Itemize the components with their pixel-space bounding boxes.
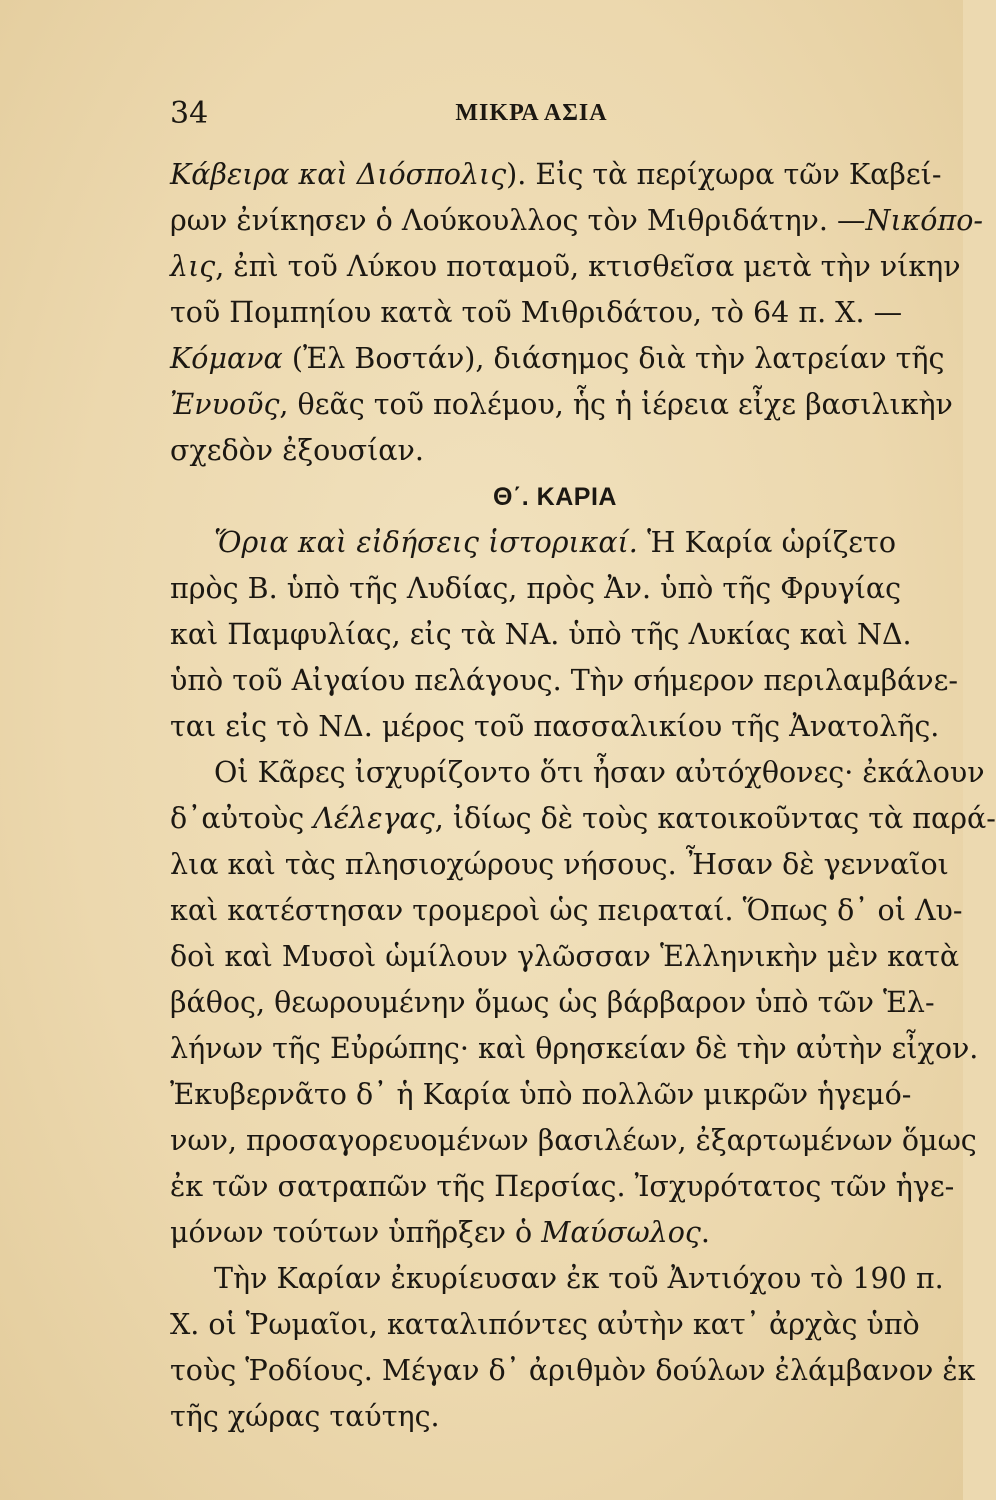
italic-term: Λέλεγας bbox=[313, 802, 435, 835]
text-line: Τὴν Καρίαν ἐκυρίευσαν ἐκ τοῦ Ἀντιόχου τὸ 190 π. bbox=[214, 1262, 944, 1295]
text-line: ὑπὸ τοῦ Αἰγαίου πελάγους. Τὴν σήμερον περιλαμβάνε- bbox=[170, 664, 959, 697]
page-header bbox=[170, 96, 893, 136]
text-line: νων, προσαγορευομένων βασιλέων, ἐξαρτωμένων ὅμως bbox=[170, 1124, 977, 1157]
text-run: δ᾽αὐτοὺς bbox=[170, 802, 314, 835]
text-line: Οἱ Κᾶρες ἰσχυρίζοντο ὅτι ἦσαν αὐτόχθονες· ἐκάλουν bbox=[214, 756, 985, 789]
text-line: Ἐκυβερνᾶτο δ᾽ ἡ Καρία ὑπὸ πολλῶν μικρῶν ἡγεμό- bbox=[170, 1078, 912, 1111]
text-line: λήνων τῆς Εὐρώπης· καὶ θρησκείαν δὲ τὴν αὐτὴν εἶχον. bbox=[170, 1032, 979, 1065]
text-run: . bbox=[700, 1216, 710, 1249]
italic-term: Κόμανα bbox=[170, 342, 283, 375]
text-line: δοὶ καὶ Μυσοὶ ὡμίλουν γλῶσσαν Ἑλληνικὴν μὲν κατὰ bbox=[170, 940, 960, 973]
italic-term: Κάβειρα καὶ Διόσπολις bbox=[170, 158, 507, 191]
text-line: ται εἰς τὸ ΝΔ. μέρος τοῦ πασσαλικίου τῆς Ἀνατολῆς. bbox=[170, 710, 940, 743]
text-line bbox=[170, 796, 996, 842]
text-line: καὶ κατέστησαν τρομεροὶ ὡς πειραταί. Ὅπως δ᾽ οἱ Λυ- bbox=[170, 894, 963, 927]
text-line: λια καὶ τὰς πλησιοχώρους νήσους. Ἦσαν δὲ γενναῖοι bbox=[170, 848, 949, 881]
section-heading: Θ΄. ΚΑΡΙΑ bbox=[493, 483, 617, 511]
text-run: , ἐπὶ τοῦ Λύκου ποταμοῦ, κτισθεῖσα μετὰ τὴν νίκην bbox=[215, 250, 961, 283]
italic-term: Ἐνυοῦς bbox=[170, 388, 280, 421]
text-line bbox=[170, 152, 942, 198]
text-run: , ἰδίως δὲ τοὺς κατοικοῦντας τὰ παρά- bbox=[434, 802, 996, 835]
text-line: τοῦ Πομπηίου κατὰ τοῦ Μιθριδάτου, τὸ 64 π. Χ. — bbox=[170, 296, 903, 329]
text-run: ρων ἐνίκησεν ὁ Λούκουλλος τὸν Μιθριδάτην. — bbox=[170, 204, 866, 237]
text-line: πρὸς Β. ὑπὸ τῆς Λυδίας, πρὸς Ἀν. ὑπὸ τῆς Φρυγίας bbox=[170, 572, 902, 605]
text-line bbox=[170, 382, 953, 428]
text-run: (Ἐλ Βοστάν), διάσημος διὰ τὴν λατρείαν τῆς bbox=[282, 342, 945, 375]
running-title: ΜΙΚΡΑ ΑΣΙΑ bbox=[455, 100, 608, 126]
text-line bbox=[170, 1210, 896, 1256]
text-line: Χ. οἱ Ῥωμαῖοι, καταλιπόντες αὐτὴν κατ᾽ ἀρχὰς ὑπὸ bbox=[170, 1308, 920, 1341]
italic-term: Ὅρια καὶ εἰδήσεις ἱστορικαί. bbox=[214, 526, 638, 559]
italic-term: Μαύσωλος bbox=[541, 1216, 701, 1249]
text-run: Ἡ Καρία ὡρίζετο bbox=[637, 526, 896, 559]
text-line: καὶ Παμφυλίας, εἰς τὰ ΝΑ. ὑπὸ τῆς Λυκίας καὶ ΝΔ. bbox=[170, 618, 912, 651]
text-run: ). Εἰς τὰ περίχωρα τῶν Καβεί- bbox=[506, 158, 942, 191]
text-run: , θεᾶς τοῦ πολέμου, ἧς ἡ ἱέρεια εἶχε βασιλικὴν bbox=[279, 388, 953, 421]
text-line: τῆς χώρας ταύτης. bbox=[170, 1400, 440, 1433]
text-line: σχεδὸν ἐξουσίαν. bbox=[170, 434, 424, 467]
text-line: τοὺς Ῥοδίους. Μέγαν δ᾽ ἀριθμὸν δούλων ἐλάμβανον ἐκ bbox=[170, 1354, 976, 1387]
text-line bbox=[170, 198, 983, 244]
text-line: βάθος, θεωρουμένην ὅμως ὡς βάρβαρον ὑπὸ τῶν Ἑλ- bbox=[170, 986, 935, 1019]
italic-term: λις bbox=[170, 250, 216, 283]
body-text bbox=[170, 152, 996, 1440]
text-line bbox=[170, 336, 945, 382]
text-line: ἐκ τῶν σατραπῶν τῆς Περσίας. Ἰσχυρότατος τῶν ἡγε- bbox=[170, 1170, 955, 1203]
text-line bbox=[170, 520, 896, 566]
page-number: 34 bbox=[170, 96, 209, 131]
italic-term: Νικόπο- bbox=[865, 204, 983, 237]
text-run: μόνων τούτων ὑπῆρξεν ὁ bbox=[170, 1216, 542, 1249]
text-line bbox=[170, 244, 961, 290]
